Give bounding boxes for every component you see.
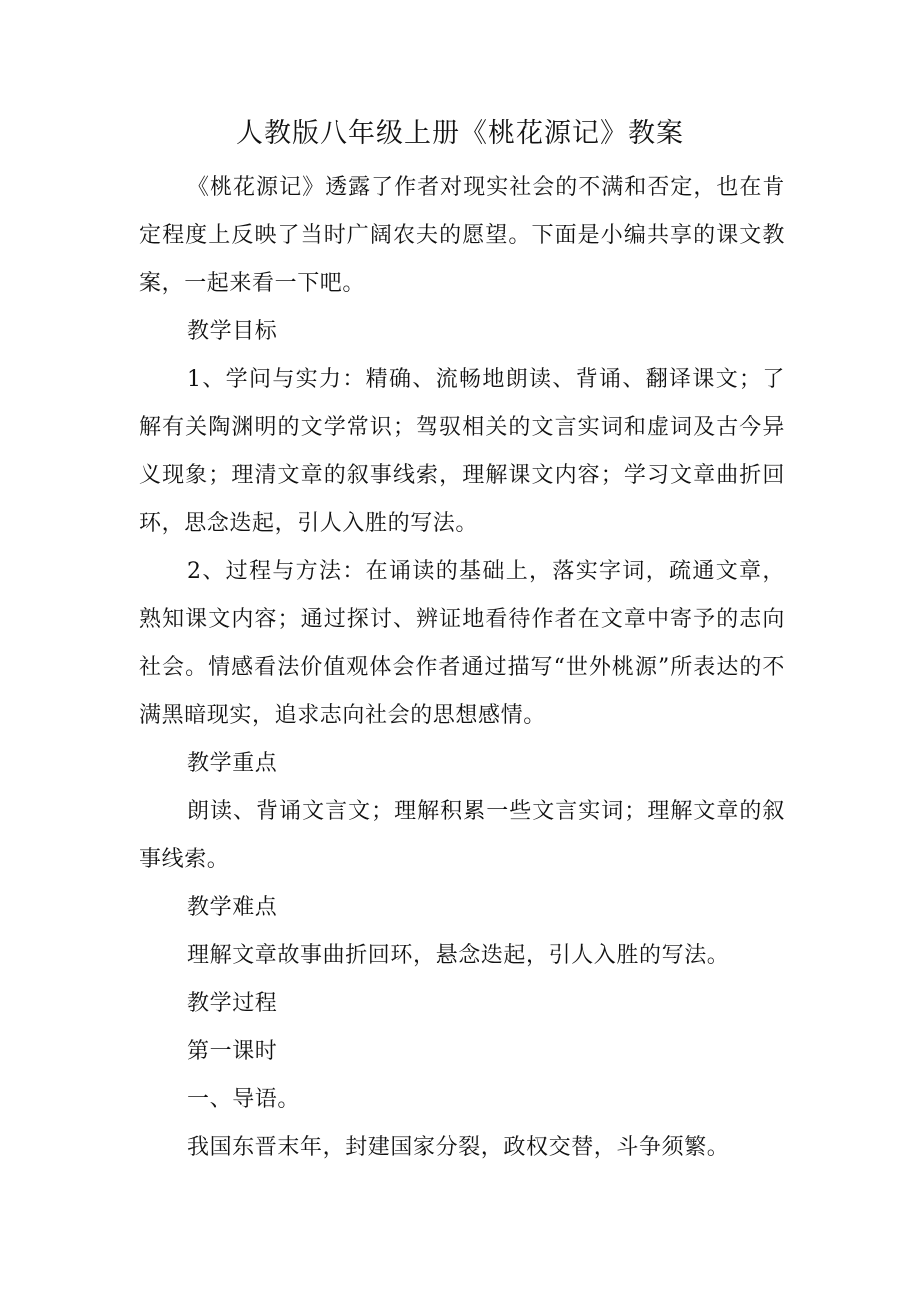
section-heading-objectives: 教学目标 bbox=[187, 319, 278, 344]
section-heading-difficulties: 教学难点 bbox=[187, 895, 278, 920]
objective-process-paragraph: 2、过程与方法：在诵读的基础上，落实字词，疏通文章，熟知课文内容；通过探讨、辨证地看待作者在文章中寄予的志向社会。情感看法价值观体会作者通过描写“世外桃源”所表达的不满黑暗现实，追求志向社会的思想感情。 bbox=[139, 559, 785, 728]
section-heading-process: 教学过程 bbox=[187, 991, 278, 1016]
objective-knowledge-paragraph: 1、学问与实力：精确、流畅地朗读、背诵、翻译课文；了解有关陶渊明的文学常识；驾驭相关的文言实词和虚词及古今异义现象；理清文章的叙事线索，理解课文内容；学习文章曲折回环，思念迭起，引人入胜的写法。 bbox=[139, 367, 785, 536]
section-heading-key-points: 教学重点 bbox=[187, 751, 278, 776]
introduction-heading: 一、导语。 bbox=[187, 1087, 301, 1112]
introduction-paragraph: 我国东晋末年，封建国家分裂，政权交替，斗争须繁。 bbox=[187, 1135, 730, 1160]
lesson-one-heading: 第一课时 bbox=[187, 1039, 278, 1064]
document-title: 人教版八年级上册《桃花源记》教案 bbox=[236, 118, 684, 149]
document-body bbox=[139, 164, 785, 1172]
difficulties-paragraph: 理解文章故事曲折回环，悬念迭起，引人入胜的写法。 bbox=[187, 943, 730, 968]
key-points-paragraph: 朗读、背诵文言文；理解积累一些文言实词；理解文章的叙事线索。 bbox=[139, 799, 785, 872]
intro-paragraph: 《桃花源记》透露了作者对现实社会的不满和否定，也在肯定程度上反映了当时广阔农夫的愿望。下面是小编共享的课文教案，一起来看一下吧。 bbox=[139, 175, 785, 296]
